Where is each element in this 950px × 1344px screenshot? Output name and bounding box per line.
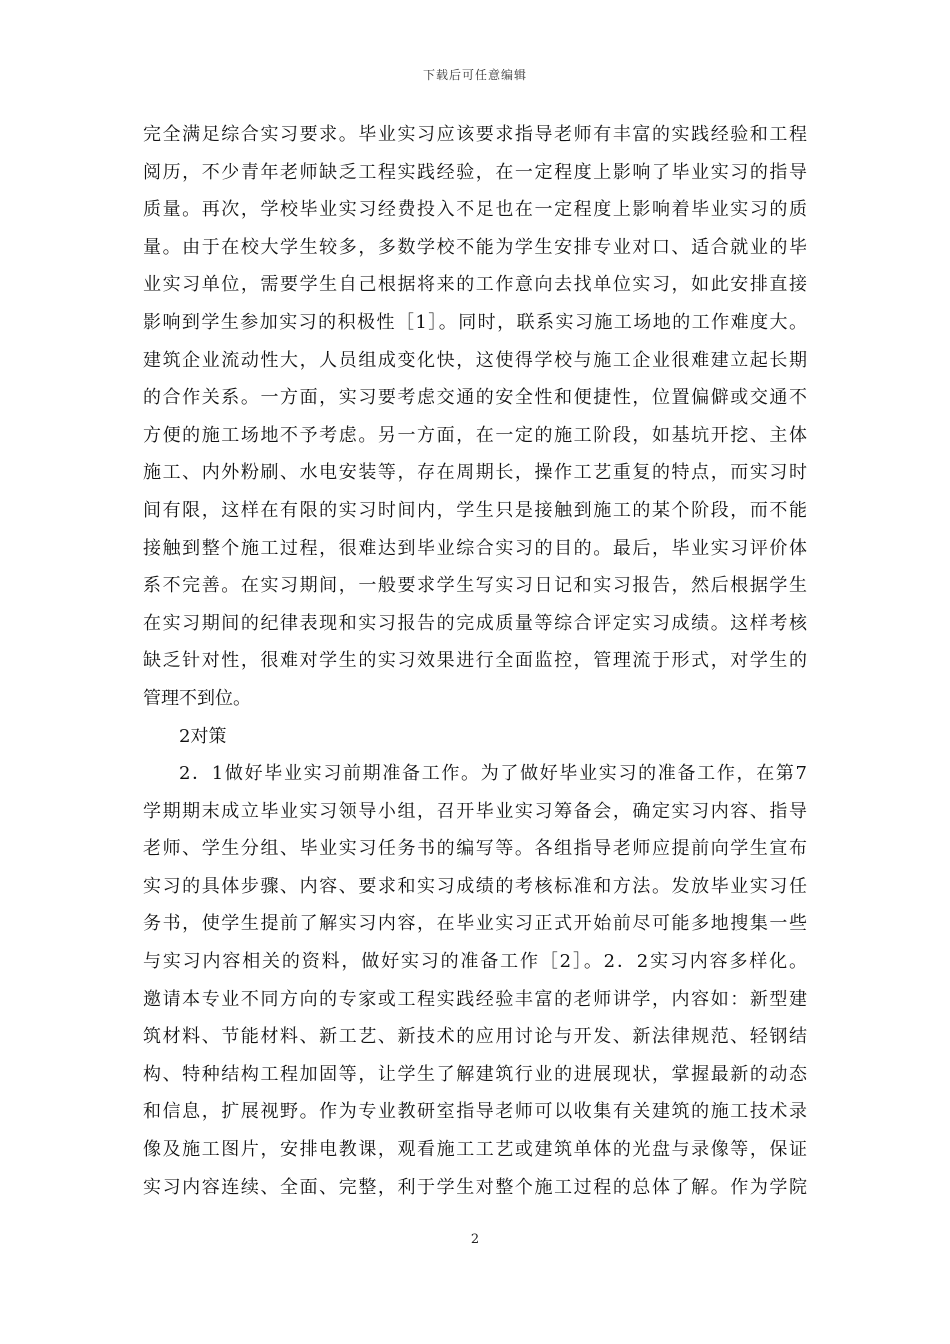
paragraph-line: 的合作关系。一方面，实习要考虑交通的安全性和便捷性，位置偏僻或交通不 <box>143 387 807 409</box>
paragraph-line: 阅历，不少青年老师缺乏工程实践经验，在一定程度上影响了毕业实习的指导 <box>143 161 807 183</box>
paragraph-line: 在实习期间的纪律表现和实习报告的完成质量等综合评定实习成绩。这样考核 <box>143 612 807 634</box>
paragraph-line: 施工、内外粉刷、水电安装等，存在周期长，操作工艺重复的特点，而实习时 <box>143 462 807 484</box>
paragraph-line: 接触到整个施工过程，很难达到毕业综合实习的目的。最后，毕业实习评价体 <box>143 537 807 559</box>
document-body <box>143 116 807 1206</box>
paragraph-line: 质量。再次，学校毕业实习经费投入不足也在一定程度上影响着毕业实习的质 <box>143 199 807 221</box>
paragraph-line: 和信息，扩展视野。作为专业教研室指导老师可以收集有关建筑的施工技术录 <box>143 1101 807 1123</box>
page-number: 2 <box>470 1232 480 1247</box>
paragraph-line: 建筑企业流动性大，人员组成变化快，这使得学校与施工企业很难建立起长期 <box>143 349 807 371</box>
paragraph-line: 老师、学生分组、毕业实习任务书的编写等。各组指导老师应提前向学生宣布 <box>143 838 807 860</box>
paragraph-line: 量。由于在校大学生较多，多数学校不能为学生安排专业对口、适合就业的毕 <box>143 236 807 258</box>
paragraph-line: 影响到学生参加实习的积极性［1］。同时，联系实习施工场地的工作难度大。 <box>143 311 807 333</box>
paragraph-line: 业实习单位，需要学生自己根据将来的工作意向去找单位实习，如此安排直接 <box>143 274 807 296</box>
page-header: 下载后可任意编辑 <box>422 68 527 82</box>
paragraph-line: 与实习内容相关的资料，做好实习的准备工作［2］。2．2实习内容多样化。 <box>143 951 807 973</box>
section-heading: 2对策 <box>179 725 227 747</box>
paragraph-line: 构、特种结构工程加固等，让学生了解建筑行业的进展现状，掌握最新的动态 <box>143 1063 807 1085</box>
paragraph-line: 2．1做好毕业实习前期准备工作。为了做好毕业实习的准备工作，在第7 <box>179 763 807 785</box>
paragraph-line: 学期期末成立毕业实习领导小组，召开毕业实习筹备会，确定实习内容、指导 <box>143 800 807 822</box>
paragraph-line: 方便的施工场地不予考虑。另一方面，在一定的施工阶段，如基坑开挖、主体 <box>143 424 807 446</box>
paragraph-line: 筑材料、节能材料、新工艺、新技术的应用讨论与开发、新法律规范、轻钢结 <box>143 1026 807 1048</box>
paragraph-line: 实习的具体步骤、内容、要求和实习成绩的考核标准和方法。发放毕业实习任 <box>143 875 807 897</box>
paragraph-line: 系不完善。在实习期间，一般要求学生写实习日记和实习报告，然后根据学生 <box>143 575 807 597</box>
paragraph-line: 管理不到位。 <box>143 687 251 709</box>
paragraph-line: 缺乏针对性，很难对学生的实习效果进行全面监控，管理流于形式，对学生的 <box>143 650 807 672</box>
paragraph-line: 间有限，这样在有限的实习时间内，学生只是接触到施工的某个阶段，而不能 <box>143 499 807 521</box>
paragraph-line: 务书，使学生提前了解实习内容，在毕业实习正式开始前尽可能多地搜集一些 <box>143 913 807 935</box>
paragraph-line: 完全满足综合实习要求。毕业实习应该要求指导老师有丰富的实践经验和工程 <box>143 124 807 145</box>
paragraph-line: 实习内容连续、全面、完整，利于学生对整个施工过程的总体了解。作为学院 <box>143 1176 807 1198</box>
paragraph-line: 邀请本专业不同方向的专家或工程实践经验丰富的老师讲学，内容如：新型建 <box>143 988 807 1010</box>
paragraph-line: 像及施工图片，安排电教课，观看施工工艺或建筑单体的光盘与录像等，保证 <box>143 1139 807 1161</box>
